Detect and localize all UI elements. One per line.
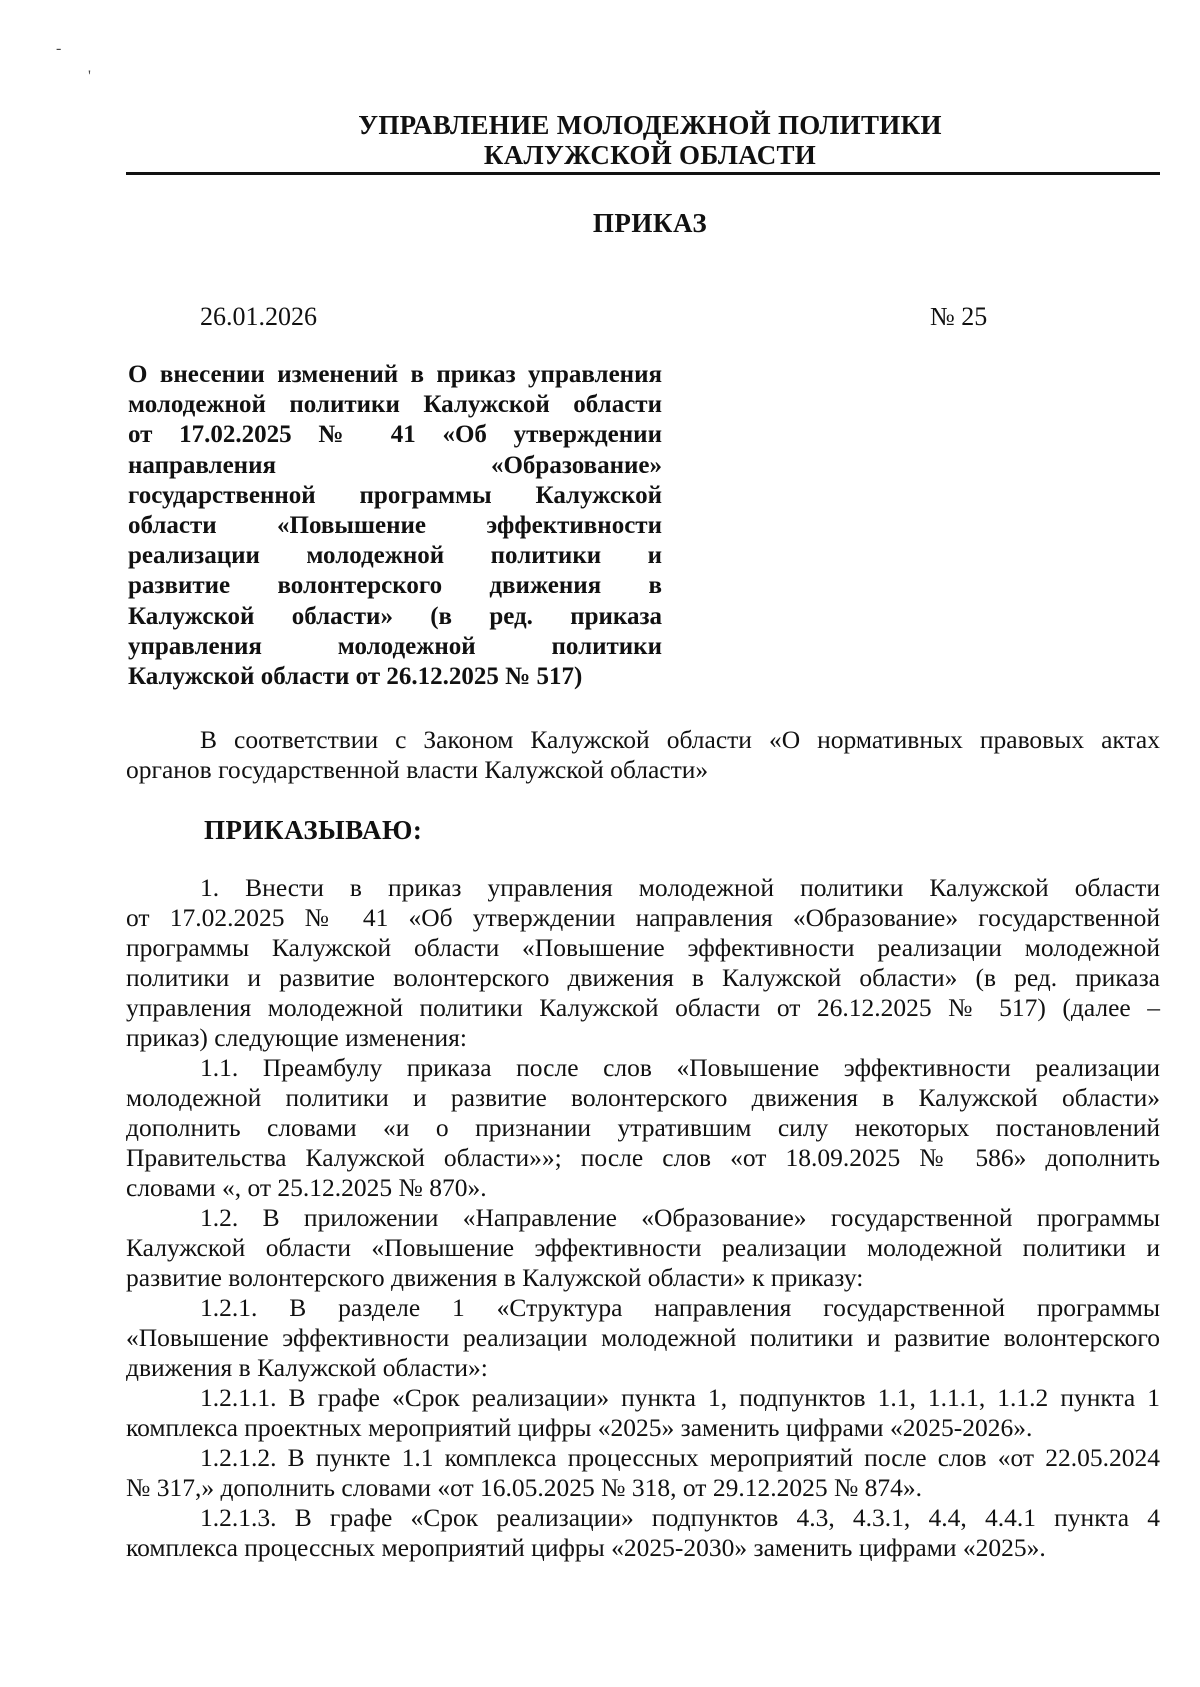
text-line: движения в Калужской области»:	[126, 1353, 488, 1382]
text-line: органов государственной власти Калужской области»	[126, 755, 709, 784]
text-line: 1.2.1. В разделе 1 «Структура направления государственной программы	[200, 1293, 1160, 1322]
order-number: № 25	[930, 302, 988, 331]
text-line: Калужской области «Повышение эффективности реализации молодежной политики и	[126, 1233, 1160, 1262]
order-paragraph	[126, 1383, 1160, 1443]
order-paragraph	[126, 873, 1160, 1053]
text-line: Калужской области от 26.12.2025 № 517)	[128, 663, 583, 691]
document-type: ПРИКАЗ	[592, 208, 708, 238]
text-line: молодежной политики Калужской области	[128, 391, 662, 419]
text-line: молодежной политики и развитие волонтерского движения в Калужской области»	[126, 1083, 1160, 1112]
text-line: 1.2.1.2. В пункте 1.1 комплекса процессных мероприятий после слов «от 22.05.2024	[200, 1443, 1160, 1472]
order-directive: ПРИКАЗЫВАЮ:	[204, 815, 423, 845]
text-line: дополнить словами «и о признании утратившим силу некоторых постановлений	[126, 1113, 1160, 1142]
text-line: приказ) следующие изменения:	[126, 1023, 467, 1052]
text-line: Калужской области» (в ред. приказа	[128, 602, 662, 630]
text-line: управления молодежной политики Калужской области от 26.12.2025 № 517) (далее –	[126, 993, 1160, 1022]
text-line: развитие волонтерского движения в Калужской области» к приказу:	[126, 1263, 864, 1292]
order-paragraph	[126, 1053, 1160, 1203]
order-date: 26.01.2026	[200, 302, 317, 331]
order-paragraph	[126, 1203, 1160, 1293]
issuer-line-1: УПРАВЛЕНИЕ МОЛОДЕЖНОЙ ПОЛИТИКИ	[358, 110, 942, 140]
order-paragraph	[126, 1503, 1160, 1563]
text-line: направления «Образование»	[128, 451, 662, 479]
text-line: политики и развитие волонтерского движения в Калужской области» (в ред. приказа	[126, 963, 1160, 992]
text-line: от 17.02.2025 № 41 «Об утверждении направления «Образование» государственной	[126, 903, 1160, 932]
text-line: словами «, от 25.12.2025 № 870».	[126, 1173, 487, 1202]
text-line: комплекса процессных мероприятий цифры «2025-2030» заменить цифрами «2025».	[126, 1533, 1046, 1562]
order-paragraph	[126, 1443, 1160, 1503]
text-line: 1.1. Преамбулу приказа после слов «Повышение эффективности реализации	[200, 1053, 1160, 1082]
text-line: № 317,» дополнить словами «от 16.05.2025 № 318, от 29.12.2025 № 874».	[126, 1473, 923, 1502]
text-line: от 17.02.2025 № 41 «Об утверждении	[128, 421, 662, 449]
text-line: программы Калужской области «Повышение эффективности реализации молодежной	[126, 933, 1160, 962]
text-line: В соответствии с Законом Калужской области «О нормативных правовых актах	[200, 725, 1160, 754]
text-line: 1. Внести в приказ управления молодежной политики Калужской области	[200, 873, 1160, 902]
text-line: развитие волонтерского движения в	[128, 572, 662, 600]
text-line: «Повышение эффективности реализации молодежной политики и развитие волонтерского	[126, 1323, 1160, 1352]
text-line: управления молодежной политики	[128, 632, 662, 660]
text-line: реализации молодежной политики и	[128, 542, 662, 570]
text-line: О внесении изменений в приказ управления	[128, 361, 662, 388]
text-line: 1.2.1.3. В графе «Срок реализации» подпунктов 4.3, 4.3.1, 4.4, 4.4.1 пункта 4	[200, 1503, 1160, 1532]
legal-basis	[126, 725, 1160, 785]
issuer-header	[0, 110, 1200, 170]
issuer-line-2: КАЛУЖСКОЙ ОБЛАСТИ	[483, 140, 817, 170]
text-line: комплекса проектных мероприятий цифры «2025» заменить цифрами «2025-2026».	[126, 1413, 1033, 1442]
text-line: государственной программы Калужской	[128, 481, 662, 509]
header-divider	[126, 172, 1160, 175]
text-line: области «Повышение эффективности	[128, 512, 662, 540]
text-line: 1.2. В приложении «Направление «Образование» государственной программы	[200, 1203, 1160, 1232]
order-paragraph	[126, 1293, 1160, 1383]
text-line: Правительства Калужской области»»; после слов «от 18.09.2025 № 586» дополнить	[126, 1143, 1160, 1172]
text-line: 1.2.1.1. В графе «Срок реализации» пункта 1, подпунктов 1.1, 1.1.1, 1.1.2 пункта 1	[200, 1383, 1160, 1412]
scan-speck: '	[88, 68, 91, 85]
order-items	[126, 873, 1160, 1563]
order-subject	[128, 360, 662, 692]
scan-speck: -	[56, 40, 62, 57]
